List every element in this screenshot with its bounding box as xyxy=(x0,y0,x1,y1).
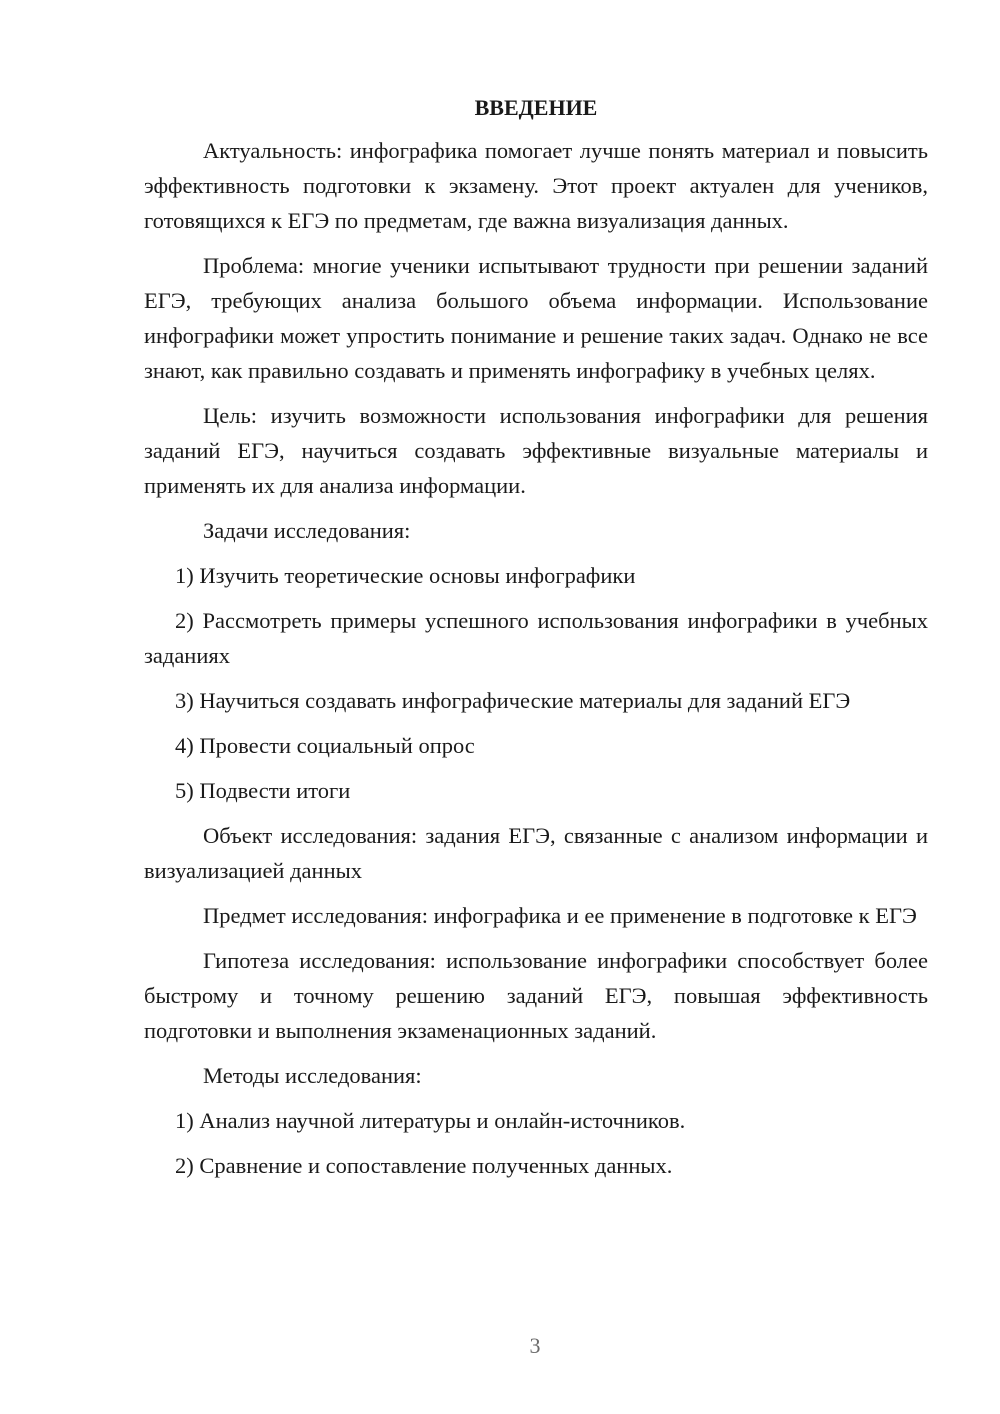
method-item: 2) Сравнение и сопоставление полученных данных. xyxy=(175,1153,673,1178)
methods-heading: Методы исследования: xyxy=(203,1063,422,1088)
task-item: 1) Изучить теоретические основы инфографики xyxy=(175,563,636,588)
tasks-heading: Задачи исследования: xyxy=(203,518,411,543)
task-item: 3) Научиться создавать инфографические материалы для заданий ЕГЭ xyxy=(175,688,851,713)
section-title: ВВЕДЕНИЕ xyxy=(474,95,598,120)
goal-paragraph: Цель: изучить возможности использования инфографики для решения заданий ЕГЭ, научиться создавать эффективные визуальные материалы и применять их для анализа информации. xyxy=(144,403,928,498)
page-body xyxy=(144,90,928,1193)
method-item: 1) Анализ научной литературы и онлайн-источников. xyxy=(175,1108,686,1133)
hypothesis-paragraph: Гипотеза исследования: использование инфографики способствует более быстрому и точному решению заданий ЕГЭ, повышая эффективность подготовки и выполнения экзаменационных заданий. xyxy=(144,948,928,1043)
task-item: 2) Рассмотреть примеры успешного использования инфографики в учебных заданиях xyxy=(144,608,928,668)
page-number: 3 xyxy=(529,1333,541,1358)
relevance-paragraph: Актуальность: инфографика помогает лучше понять материал и повысить эффективность подготовки к экзамену. Этот проект актуален для учеников, готовящихся к ЕГЭ по предметам, где важна визуализация данных. xyxy=(144,138,928,233)
object-paragraph: Объект исследования: задания ЕГЭ, связанные с анализом информации и визуализацией данных xyxy=(144,823,928,883)
task-item: 4) Провести социальный опрос xyxy=(175,733,475,758)
task-item: 5) Подвести итоги xyxy=(175,778,351,803)
subject-paragraph: Предмет исследования: инфографика и ее применение в подготовке к ЕГЭ xyxy=(203,903,917,928)
problem-paragraph: Проблема: многие ученики испытывают трудности при решении заданий ЕГЭ, требующих анализа большого объема информации. Использование инфографики может упростить понимание и решение таких задач. Однако не все знают, как правильно создавать и применять инфографику в учебных целях. xyxy=(144,253,928,383)
